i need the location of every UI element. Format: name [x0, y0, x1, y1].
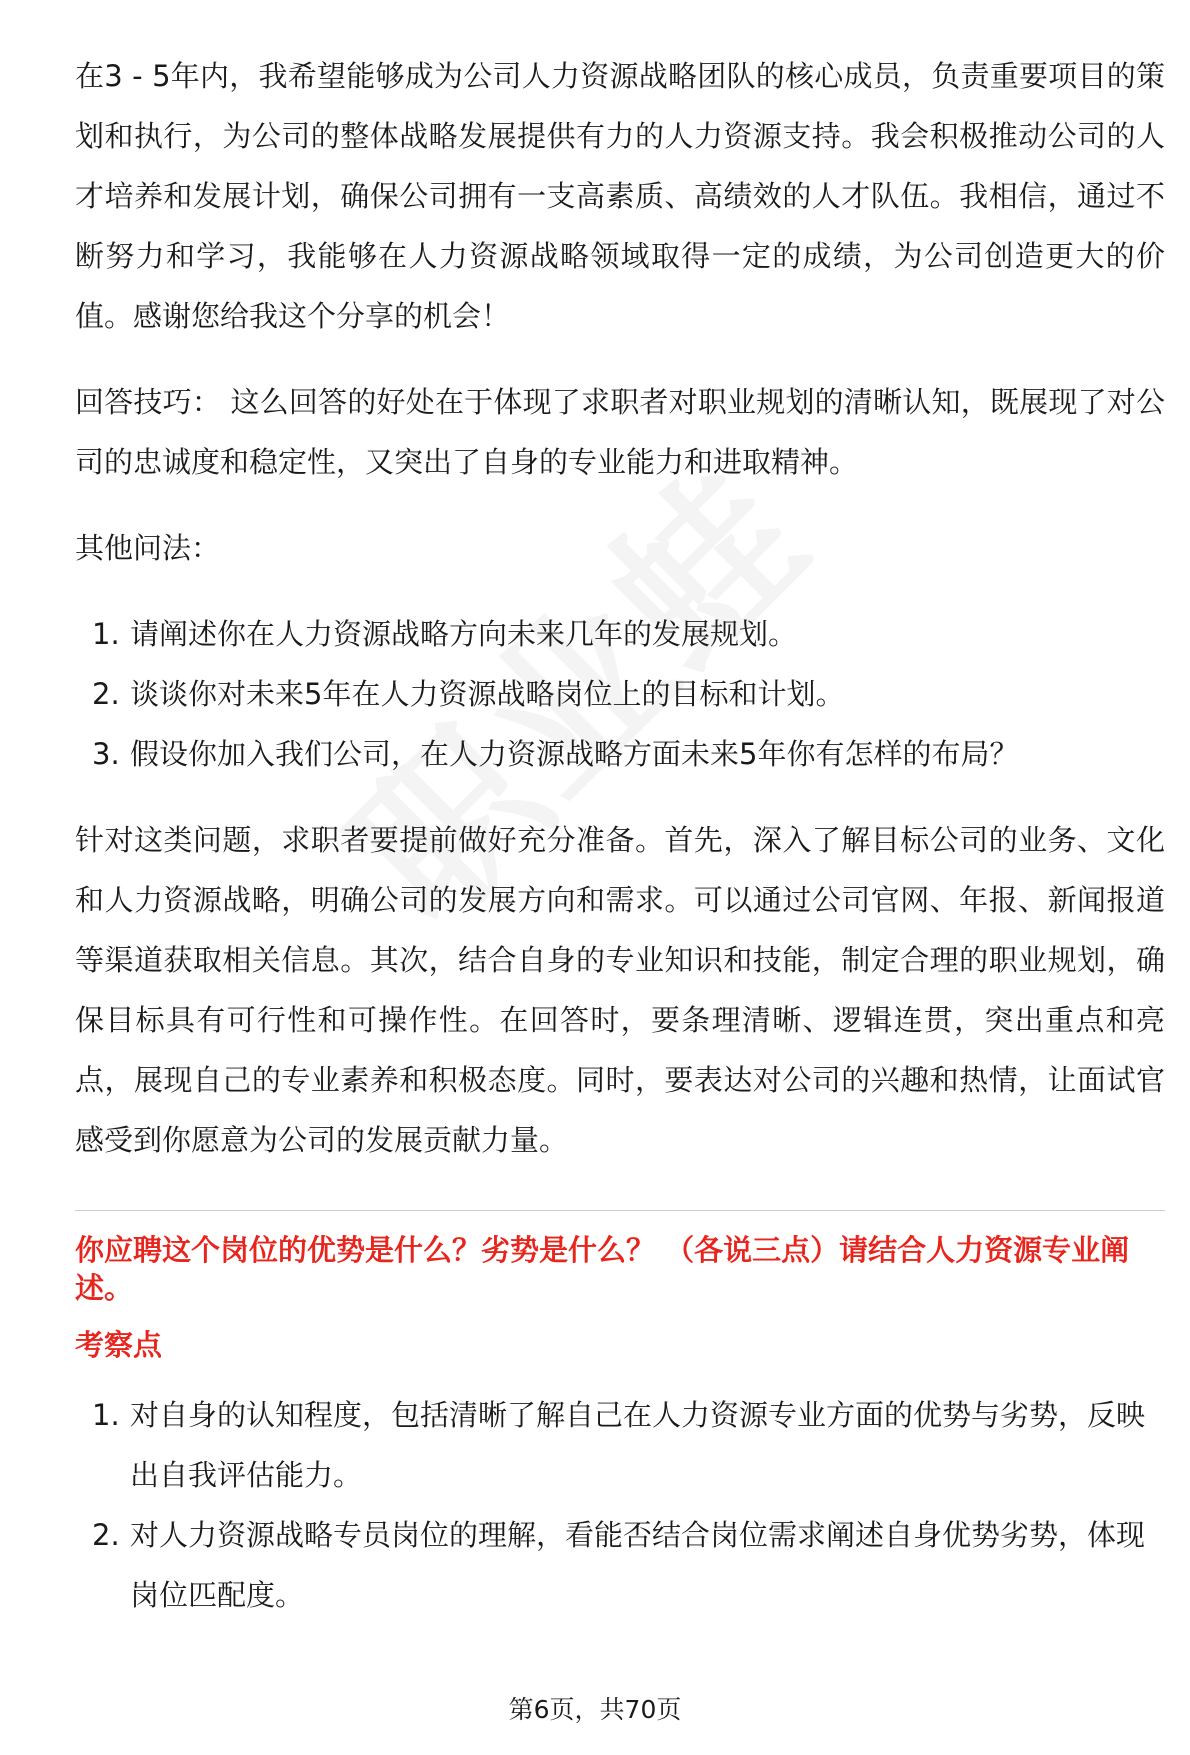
page-number: 第6页，共70页	[508, 1695, 682, 1724]
answer-paragraph: 在3 - 5年内，我希望能够成为公司人力资源战略团队的核心成员，负责重要项目的策划和执行，为公司的整体战略发展提供有力的人力资源支持。我会积极推动公司的人才培养和发展计划，确保公司拥有一支高素质、高绩效的人才队伍。我相信，通过不断努力和学习，我能够在人力资源战略领域取得一定的成绩，为公司创造更大的价值。感谢您给我这个分享的机会！	[75, 59, 1165, 333]
page-content	[75, 46, 1165, 1625]
interview-question: 你应聘这个岗位的优势是什么？劣势是什么？ （各说三点）请结合人力资源专业阐述。	[75, 1233, 1130, 1305]
preparation-advice-paragraph: 针对这类问题，求职者要提前做好充分准备。首先，深入了解目标公司的业务、文化和人力资源战略，明确公司的发展方向和需求。可以通过公司官网、年报、新闻报道等渠道获取相关信息。其次，结合自身的专业知识和技能，制定合理的职业规划，确保目标具有可行性和可操作性。在回答时，要条理清晰、逻辑连贯，突出重点和亮点，展现自己的专业素养和积极态度。同时，要表达对公司的兴趣和热情，让面试官感受到你愿意为公司的发展贡献力量。	[75, 823, 1165, 1157]
list-item: 1. 请阐述你在人力资源战略方向未来几年的发展规划。	[92, 617, 798, 651]
list-item: 2. 对人力资源战略专员岗位的理解，看能否结合岗位需求阐述自身优势劣势，体现岗位匹配度。	[92, 1518, 1146, 1612]
answer-tips-paragraph: 回答技巧： 这么回答的好处在于体现了求职者对职业规划的清晰认知，既展现了对公司的忠诚度和稳定性，又突出了自身的专业能力和进取精神。	[75, 385, 1165, 479]
list-item: 2. 谈谈你对未来5年在人力资源战略岗位上的目标和计划。	[92, 677, 845, 711]
inspection-points-list	[75, 1385, 1165, 1625]
list-item: 1. 对自身的认知程度，包括清晰了解自己在人力资源专业方面的优势与劣势，反映出自我评估能力。	[92, 1398, 1146, 1492]
other-questions-heading: 其他问法：	[75, 531, 221, 565]
other-questions-list	[75, 604, 1165, 784]
inspection-points-label: 考察点	[75, 1328, 163, 1362]
list-item: 3. 假设你加入我们公司，在人力资源战略方面未来5年你有怎样的布局？	[92, 737, 1019, 771]
